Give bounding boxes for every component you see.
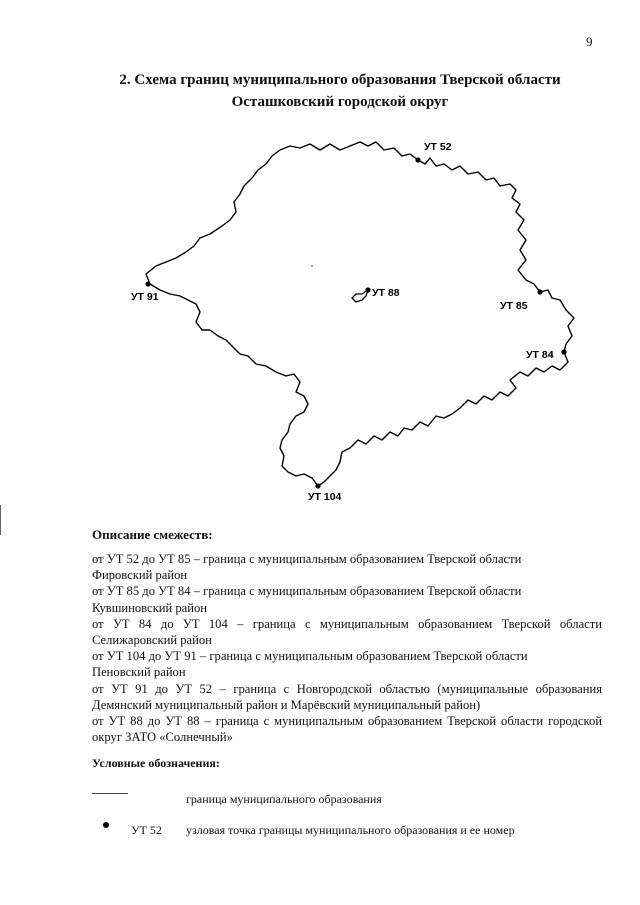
legend-node-dot-symbol bbox=[103, 822, 109, 828]
adjacency-item bbox=[92, 551, 602, 583]
adjacency-item bbox=[92, 616, 602, 648]
legend-boundary-line-label: граница муниципального образования bbox=[186, 792, 382, 806]
node-point-ut104 bbox=[315, 483, 320, 488]
node-point-ut85 bbox=[537, 289, 542, 294]
adjacency-range: от УТ 84 до УТ 104 – граница с муниципальным образованием Тверской области bbox=[92, 616, 602, 631]
legend-boundary-line-symbol bbox=[92, 793, 128, 794]
municipal-boundary bbox=[146, 142, 574, 486]
node-label-ut88: УТ 88 bbox=[372, 287, 400, 299]
adjacency-item bbox=[92, 648, 602, 680]
node-point-ut91 bbox=[145, 281, 150, 286]
adjacency-item bbox=[92, 583, 602, 615]
adjacency-item bbox=[92, 713, 602, 745]
adjacency-district: Демянский муниципальный район и Марёвский муниципальный район) bbox=[92, 697, 481, 712]
page-title: 2. Схема границ муниципального образования Тверской области bbox=[119, 72, 561, 88]
adjacency-range: от УТ 85 до УТ 84 – граница с муниципальным образованием Тверской области bbox=[92, 584, 522, 599]
page-number: 9 bbox=[586, 34, 593, 49]
adjacency-range: от УТ 91 до УТ 52 – граница с Новгородской областью (муниципальные образования bbox=[92, 681, 602, 696]
node-label-ut91: УТ 91 bbox=[131, 291, 159, 303]
node-point-ut88 bbox=[365, 287, 370, 292]
adjacency-heading: Описание смежеств: bbox=[92, 527, 213, 542]
page-subtitle: Осташковский городской округ bbox=[231, 94, 449, 110]
node-point-ut52 bbox=[415, 157, 420, 162]
adjacency-district: Пеновский район bbox=[92, 665, 186, 680]
legend-heading: Условные обозначения: bbox=[92, 756, 220, 770]
map-dot-mark bbox=[311, 265, 313, 267]
zato-boundary bbox=[352, 290, 368, 302]
adjacency-range: от УТ 88 до УТ 88 – граница с муниципальным образованием Тверской области городской bbox=[92, 714, 602, 729]
adjacency-item bbox=[92, 681, 602, 713]
adjacency-range: от УТ 104 до УТ 91 – граница с муниципальным образованием Тверской области bbox=[92, 649, 528, 664]
adjacency-district: Кувшиновский район bbox=[92, 600, 208, 615]
adjacency-district: Фировский район bbox=[92, 568, 188, 583]
adjacency-list bbox=[92, 551, 602, 745]
node-label-ut104: УТ 104 bbox=[308, 491, 342, 503]
adjacency-range: от УТ 52 до УТ 85 – граница с муниципальным образованием Тверской области bbox=[92, 552, 522, 566]
node-label-ut84: УТ 84 bbox=[526, 349, 554, 361]
adjacency-district: округ ЗАТО «Солнечный» bbox=[92, 730, 233, 745]
legend-node-label: узловая точка границы муниципального образования и ее номер bbox=[186, 823, 515, 837]
node-label-ut52: УТ 52 bbox=[424, 141, 452, 153]
legend-node-code: УТ 52 bbox=[131, 823, 162, 837]
adjacency-district: Селижаровский район bbox=[92, 633, 212, 648]
node-label-ut85: УТ 85 bbox=[500, 300, 528, 312]
node-point-ut84 bbox=[561, 349, 566, 354]
